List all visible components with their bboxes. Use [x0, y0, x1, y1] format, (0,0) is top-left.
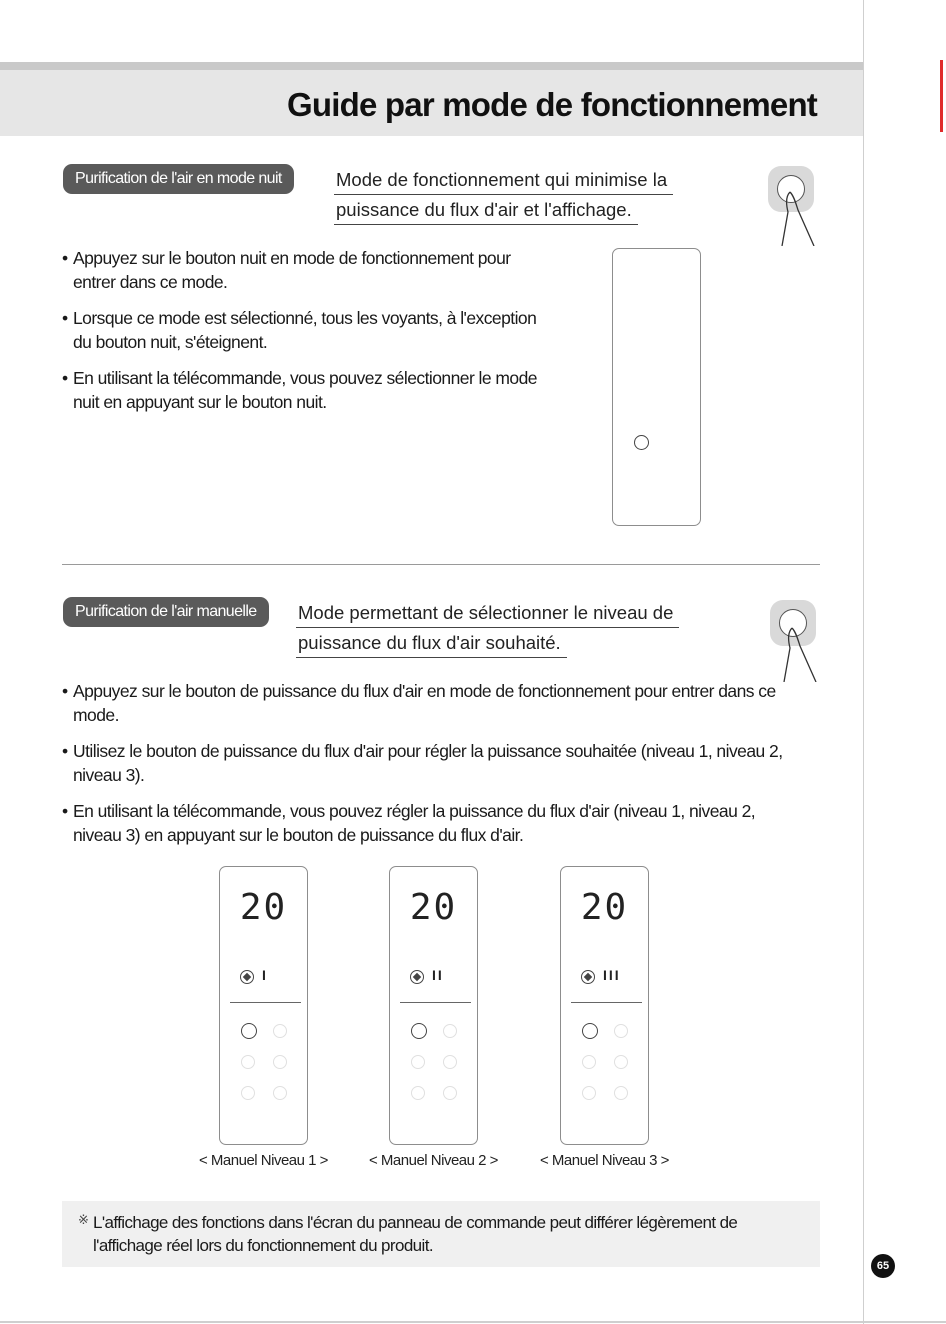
faint-button-icon	[614, 1055, 628, 1069]
section-description-manual	[296, 598, 679, 658]
faint-button-icon	[582, 1086, 596, 1100]
faint-button-icon	[443, 1055, 457, 1069]
panel-divider	[230, 1002, 301, 1003]
description-line: Mode permettant de sélectionner le niveau de	[296, 598, 679, 628]
temperature-digits: 20	[580, 887, 629, 928]
faint-button-icon	[582, 1055, 596, 1069]
section-description-night-mode	[334, 165, 673, 225]
pressing-finger-icon	[778, 190, 818, 246]
bullet-item: • Lorsque ce mode est sélectionné, tous les voyants, à l'exception du bouton nuit, s'éteignent.	[62, 306, 592, 354]
pressing-finger-icon	[780, 626, 820, 682]
page-edge-marker	[940, 60, 943, 132]
section-label-manual: Purification de l'air manuelle	[63, 597, 269, 627]
manual-level-panel	[219, 866, 308, 1145]
note-mark: ※	[78, 1212, 89, 1227]
fan-level-bars: II	[432, 967, 444, 983]
faint-button-icon	[411, 1055, 425, 1069]
panel-divider	[400, 1002, 471, 1003]
night-mode-control-panel	[612, 248, 701, 526]
fan-icon	[410, 970, 424, 984]
section-divider	[62, 564, 820, 565]
faint-button-icon	[443, 1024, 457, 1038]
temperature-digits: 20	[409, 887, 458, 928]
panel-divider	[571, 1002, 642, 1003]
page-title: Guide par mode de fonctionnement	[287, 86, 817, 123]
bullet-item: • En utilisant la télécommande, vous pouvez régler la puissance du flux d'air (niveau 1, niveau 2, niveau 3) en appuyant sur le bouton de puissance du flux d'air.	[62, 799, 822, 847]
faint-button-icon	[273, 1055, 287, 1069]
faint-button-icon	[241, 1086, 255, 1100]
manual-level-panel	[560, 866, 649, 1145]
temperature-digits: 20	[239, 887, 288, 928]
fan-level-bars: III	[603, 967, 621, 983]
note-box	[62, 1201, 820, 1267]
title-bar	[0, 62, 863, 136]
faint-button-icon	[614, 1024, 628, 1038]
note-text: L'affichage des fonctions dans l'écran du panneau de commande peut différer légèrement de l'affichage réel lors du fonctionnement du produit.	[93, 1213, 738, 1255]
bullet-list-manual	[62, 679, 822, 859]
panel-caption: < Manuel Niveau 1 >	[199, 1152, 328, 1169]
power-icon	[241, 1023, 257, 1039]
bullet-list-night-mode	[62, 246, 592, 426]
faint-button-icon	[443, 1086, 457, 1100]
faint-button-icon	[411, 1086, 425, 1100]
bullet-item: • Utilisez le bouton de puissance du flux d'air pour régler la puissance souhaitée (niveau 1, niveau 2, niveau 3).	[62, 739, 822, 787]
panel-caption: < Manuel Niveau 2 >	[369, 1152, 498, 1169]
fan-icon	[581, 970, 595, 984]
power-icon	[582, 1023, 598, 1039]
description-line: puissance du flux d'air et l'affichage.	[334, 195, 638, 225]
page-number: 65	[871, 1254, 895, 1278]
panel-caption: < Manuel Niveau 3 >	[540, 1152, 669, 1169]
faint-button-icon	[273, 1024, 287, 1038]
moon-indicator-icon	[634, 435, 649, 450]
manual-level-panel	[389, 866, 478, 1145]
page-edge-line	[863, 0, 864, 1324]
fan-level-bars: I	[262, 967, 268, 983]
faint-button-icon	[614, 1086, 628, 1100]
fan-icon	[240, 970, 254, 984]
description-line: puissance du flux d'air souhaité.	[296, 628, 567, 658]
bullet-item: • Appuyez sur le bouton nuit en mode de fonctionnement pour entrer dans ce mode.	[62, 246, 592, 294]
bullet-item: • En utilisant la télécommande, vous pouvez sélectionner le mode nuit en appuyant sur le bouton nuit.	[62, 366, 592, 414]
description-line: Mode de fonctionnement qui minimise la	[334, 165, 673, 195]
faint-button-icon	[273, 1086, 287, 1100]
page-bottom-line	[0, 1321, 946, 1323]
faint-button-icon	[241, 1055, 255, 1069]
power-icon	[411, 1023, 427, 1039]
section-label-night-mode: Purification de l'air en mode nuit	[63, 164, 294, 194]
bullet-item: • Appuyez sur le bouton de puissance du flux d'air en mode de fonctionnement pour entrer dans ce mode.	[62, 679, 822, 727]
